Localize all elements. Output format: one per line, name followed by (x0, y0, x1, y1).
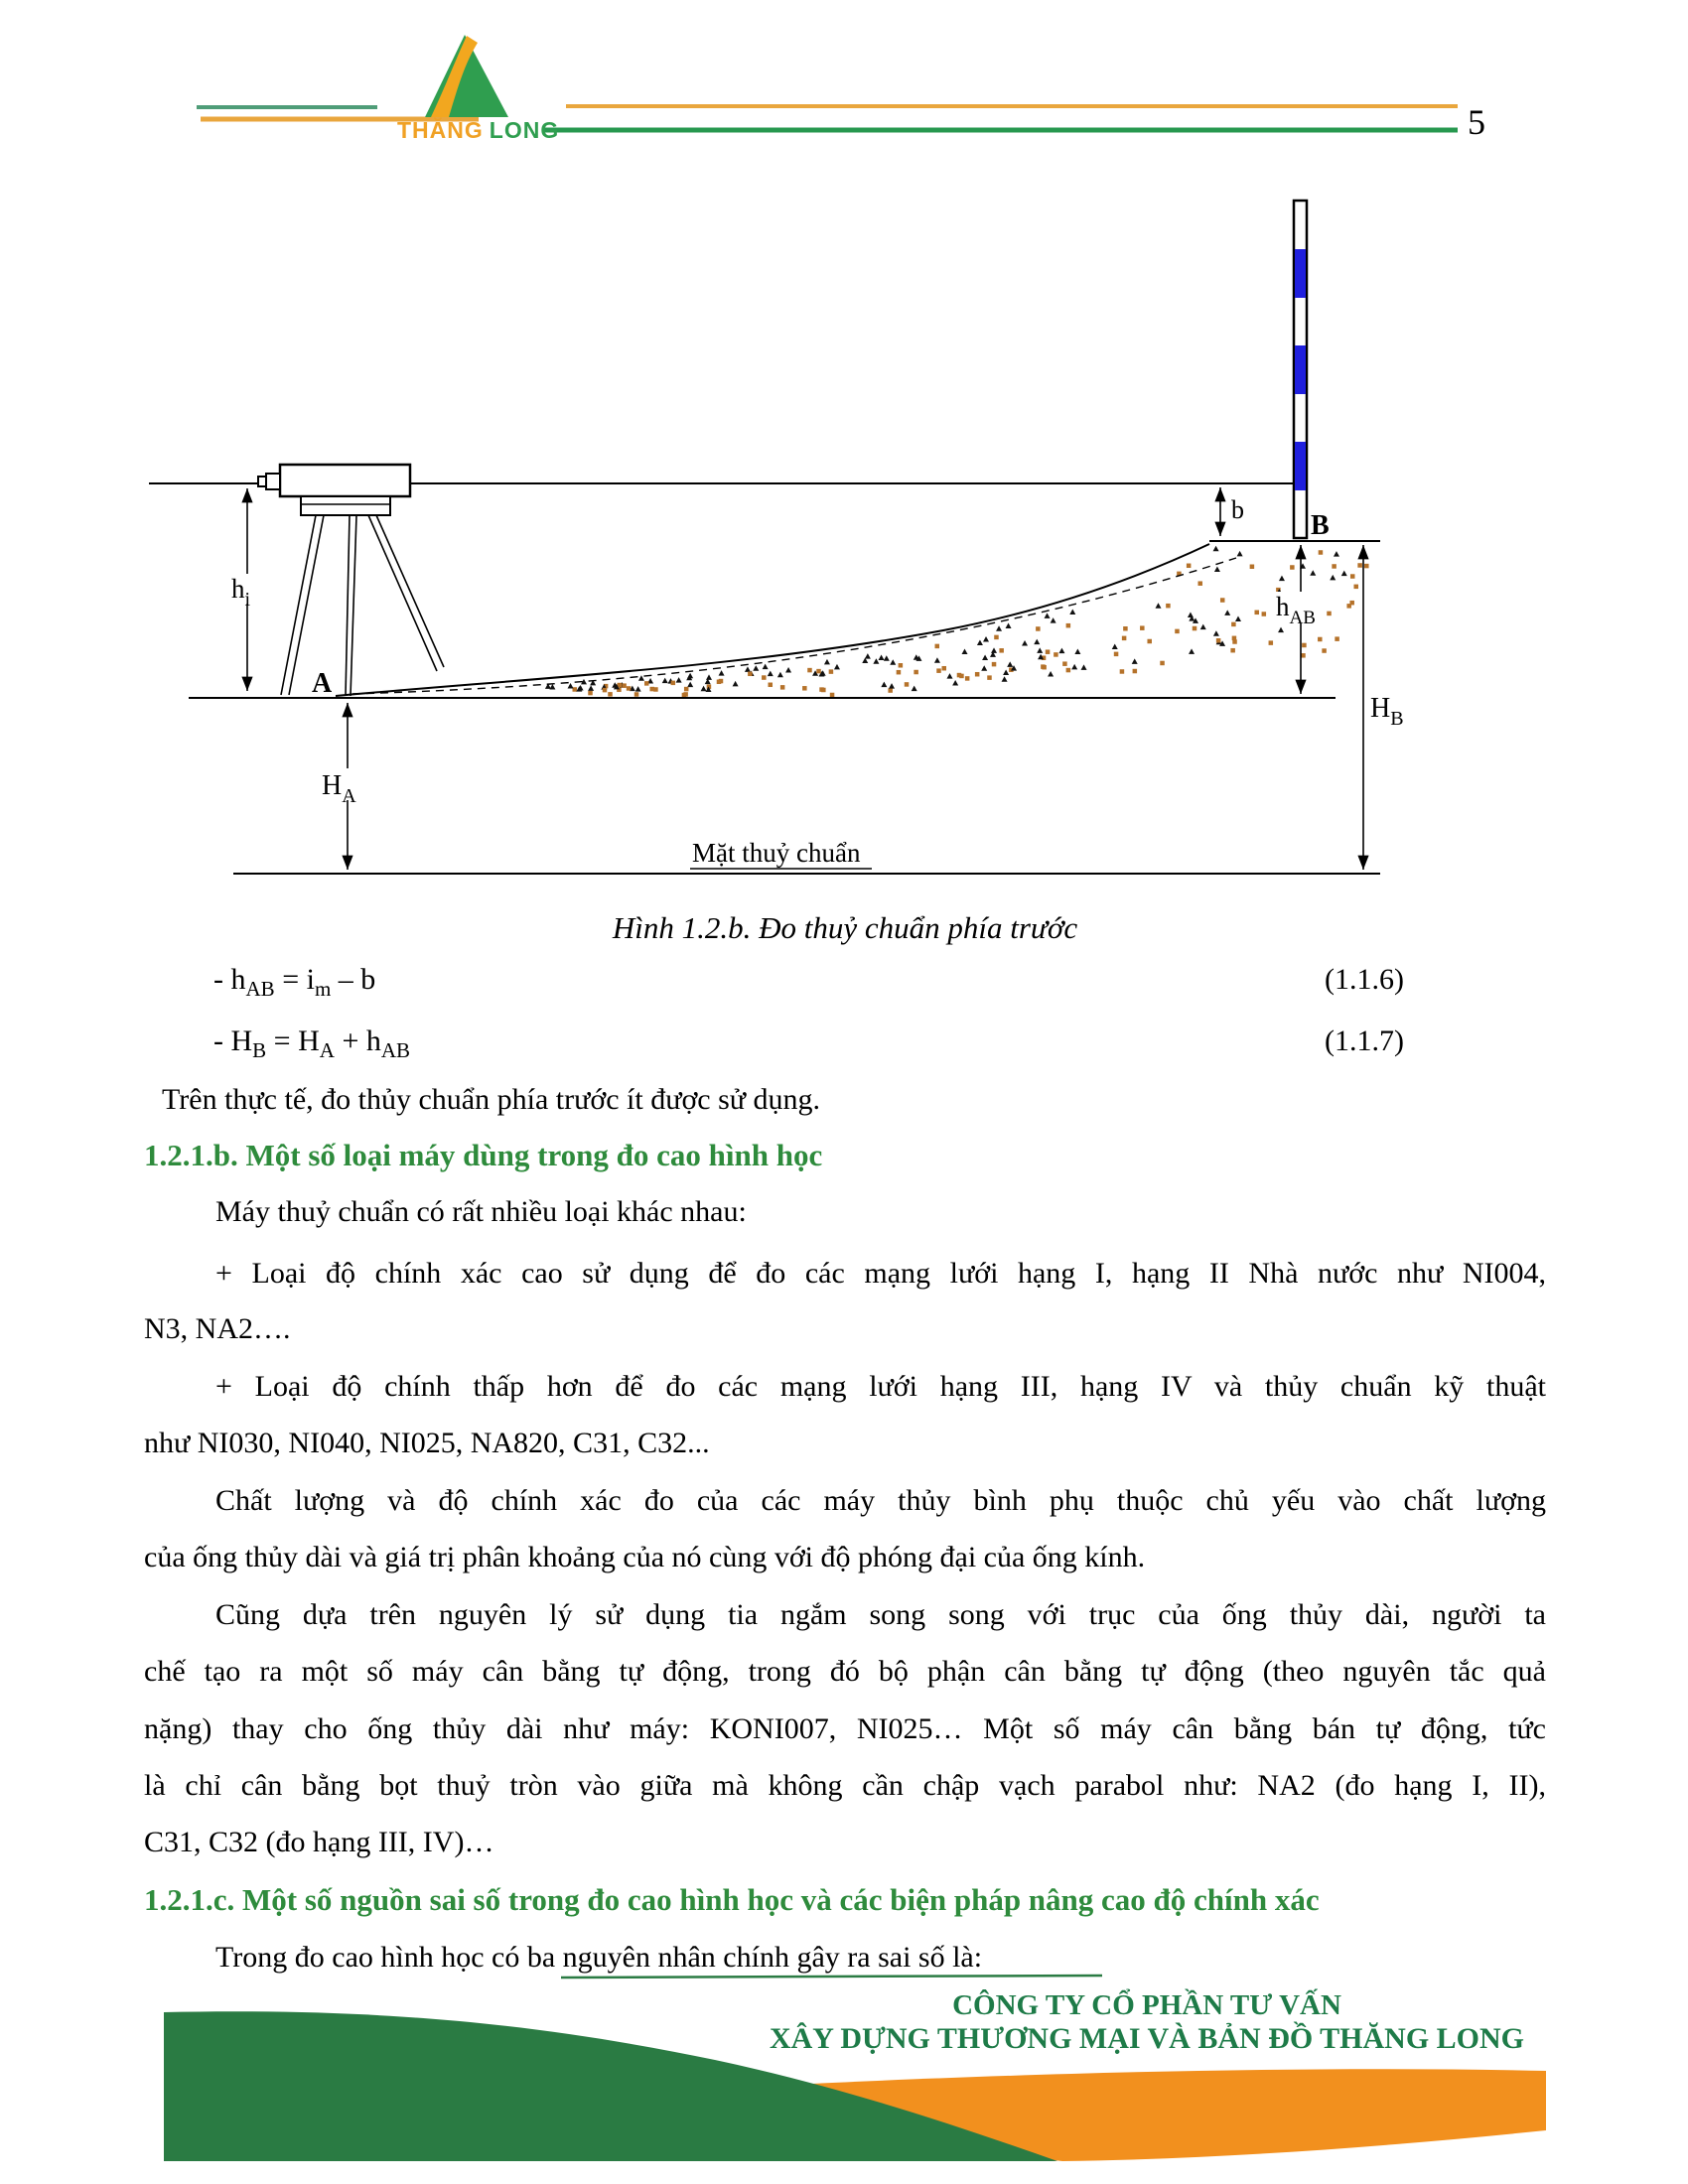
dimension-arrows (247, 487, 1363, 870)
figure-caption: Hình 1.2.b. Đo thuỷ chuẩn phía trước (612, 910, 1078, 945)
leveling-diagram (0, 0, 1688, 913)
body-line: + Loại độ chính xác cao sử dụng để đo các mạng lưới hạng I, hạng II Nhà nước như NI004, (215, 1257, 1546, 1290)
body-line: + Loại độ chính thấp hơn để đo các mạng lưới hạng III, hạng IV và thủy chuẩn kỹ thuật (215, 1370, 1546, 1403)
label-datum: Mặt thuỷ chuẩn (692, 838, 861, 868)
label-HA: $H_A$ (322, 770, 356, 807)
footer-thin-green-line (561, 1976, 1102, 1978)
formula-2-number: (1.1.7) (1325, 1024, 1404, 1057)
staff-blue-segment (1295, 345, 1306, 394)
staff-blue-segment (1295, 442, 1306, 490)
body-line: là chỉ cân bằng bọt thuỷ tròn vào giữa mà không cần chập vạch parabol như: NA2 (đo hạng I, II), (144, 1769, 1546, 1802)
leveling-staff (1294, 201, 1307, 538)
body-line: Trên thực tế, đo thủy chuẩn phía trước ít được sử dụng. (162, 1083, 821, 1116)
body-line: của ống thủy dài và giá trị phân khoảng của nó cùng với độ phóng đại của ống kính. (144, 1541, 1146, 1573)
label-point-B: B (1311, 510, 1330, 541)
section-heading-1-2-1-c: 1.2.1.c. Một số nguồn sai số trong đo cao hình học và các biện pháp nâng cao độ chính xác (144, 1882, 1320, 1917)
body-line: Cũng dựa trên nguyên lý sử dụng tia ngắm song song với trục của ống thủy dài, người ta (215, 1598, 1546, 1631)
footer-company-line2: XÂY DỰNG THƯƠNG MẠI VÀ BẢN ĐỒ THĂNG LONG (769, 2022, 1525, 2055)
body-line: nặng) thay cho ống thủy dài như máy: KONI007, NI025… Một số máy cân bằng bán tự động, tức (144, 1712, 1546, 1745)
body-line: Máy thuỷ chuẩn có rất nhiều loại khác nhau: (215, 1195, 747, 1228)
body-line: N3, NA2…. (144, 1312, 291, 1345)
level-eyepiece (266, 474, 280, 489)
tripod-legs (281, 515, 444, 696)
label-hAB: $h_{AB}$ (1276, 592, 1316, 628)
page-number: 5 (1468, 102, 1485, 142)
level-instrument (258, 465, 444, 696)
logo-word-thang: THĂNG (397, 117, 484, 143)
ground-surface-curve (336, 544, 1209, 696)
body-line: C31, C32 (đo hạng III, IV)… (144, 1826, 494, 1858)
section-heading-1-2-1-b: 1.2.1.b. Một số loại máy dùng trong đo cao hình học (144, 1138, 823, 1172)
formula-1-number: (1.1.6) (1325, 963, 1404, 996)
body-line: Trong đo cao hình học có ba nguyên nhân chính gây ra sai số là: (215, 1941, 983, 1974)
body-line: chế tạo ra một số máy cân bằng tự động, trong đó bộ phận cân bằng tự động (theo nguyên tắc quả (144, 1655, 1546, 1688)
label-point-A: A (312, 668, 333, 699)
staff-blue-segment (1295, 249, 1306, 298)
footer-company-name (740, 1989, 1554, 2055)
label-HB: $H_B$ (1370, 693, 1404, 730)
ground-lower-dashed-curve (352, 558, 1236, 694)
formula-2: - $H_B = H_A + h_{AB}$ (213, 1024, 411, 1062)
label-hi: $h_i$ (231, 574, 251, 611)
level-body (280, 465, 410, 496)
body-line: như NI030, NI040, NI025, NA820, C31, C32... (144, 1427, 710, 1459)
footer-company-line1: CÔNG TY CỔ PHẦN TƯ VẤN (952, 1989, 1341, 2021)
level-eyepiece-knob (258, 477, 266, 486)
logo-word-long: LONG (489, 117, 560, 143)
formula-1: - $h_{AB} = i_m - b$ (213, 963, 376, 1001)
label-b: b (1231, 495, 1244, 524)
ground-speckles (545, 546, 1369, 698)
level-base (301, 496, 390, 515)
body-line: Chất lượng và độ chính xác đo của các máy thủy bình phụ thuộc chủ yếu vào chất lượng (215, 1484, 1546, 1517)
